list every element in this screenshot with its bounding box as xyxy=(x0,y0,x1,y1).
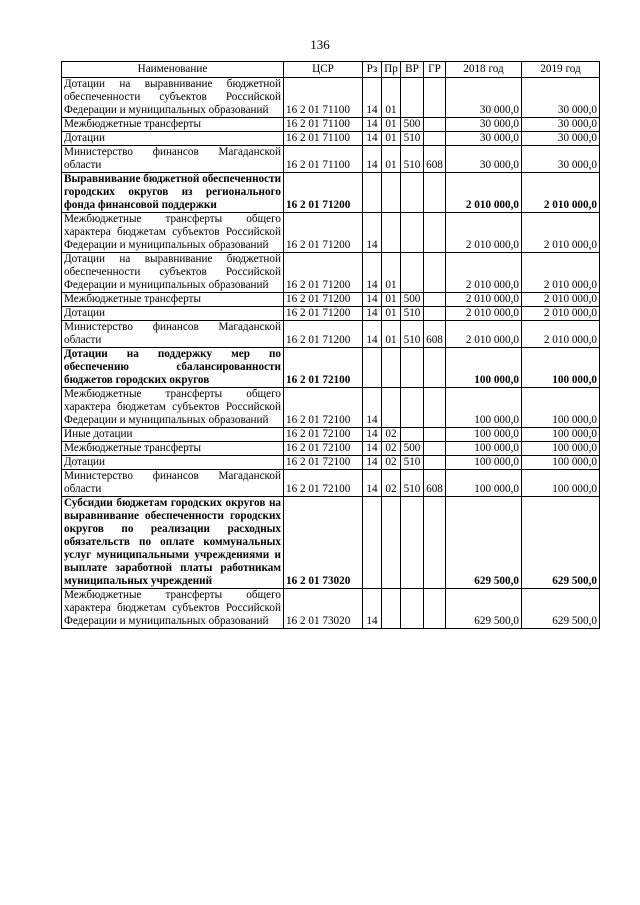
row-gr: 608 xyxy=(424,470,446,497)
header-rz: Рз xyxy=(363,62,382,78)
row-pr: 01 xyxy=(382,132,401,146)
row-rz: 14 xyxy=(363,456,382,470)
row-vr: 510 xyxy=(401,456,424,470)
row-gr xyxy=(424,213,446,253)
row-amount-2018: 2 010 000,0 xyxy=(446,321,522,348)
row-csr: 16 2 01 73020 xyxy=(284,497,363,589)
row-amount-2019: 100 000,0 xyxy=(522,456,600,470)
row-gr xyxy=(424,442,446,456)
budget-table xyxy=(61,61,600,629)
row-vr: 500 xyxy=(401,293,424,307)
row-name: Министерство финансов Магаданской области xyxy=(62,146,284,173)
row-pr: 01 xyxy=(382,78,401,118)
row-vr: 510 xyxy=(401,321,424,348)
row-rz: 14 xyxy=(363,253,382,293)
row-gr xyxy=(424,78,446,118)
row-vr xyxy=(401,213,424,253)
table-row xyxy=(62,321,600,348)
row-gr: 608 xyxy=(424,146,446,173)
row-amount-2018: 2 010 000,0 xyxy=(446,307,522,321)
row-csr: 16 2 01 71100 xyxy=(284,132,363,146)
row-gr xyxy=(424,118,446,132)
header-csr: ЦСР xyxy=(284,62,363,78)
page-number: 136 xyxy=(310,37,330,52)
row-pr: 01 xyxy=(382,253,401,293)
row-name: Министерство финансов Магаданской области xyxy=(62,470,284,497)
table-row xyxy=(62,78,600,118)
row-gr xyxy=(424,497,446,589)
row-name: Межбюджетные трансферты xyxy=(62,293,284,307)
row-csr: 16 2 01 72100 xyxy=(284,442,363,456)
row-rz xyxy=(363,348,382,388)
table-row xyxy=(62,589,600,629)
row-vr xyxy=(401,348,424,388)
row-pr: 01 xyxy=(382,307,401,321)
row-pr: 02 xyxy=(382,442,401,456)
row-amount-2019: 30 000,0 xyxy=(522,146,600,173)
row-rz: 14 xyxy=(363,470,382,497)
row-csr: 16 2 01 72100 xyxy=(284,456,363,470)
table-row xyxy=(62,146,600,173)
row-csr: 16 2 01 71100 xyxy=(284,78,363,118)
row-name: Дотации на выравнивание бюджетной обеспеченности субъектов Российской Федерации и муниципальных образований xyxy=(62,78,284,118)
header-pr: Пр xyxy=(382,62,401,78)
row-rz: 14 xyxy=(363,321,382,348)
row-amount-2018: 2 010 000,0 xyxy=(446,213,522,253)
row-amount-2019: 30 000,0 xyxy=(522,132,600,146)
row-pr xyxy=(382,173,401,213)
row-amount-2019: 100 000,0 xyxy=(522,388,600,428)
row-gr xyxy=(424,293,446,307)
header-name: Наименование xyxy=(62,62,284,78)
row-rz: 14 xyxy=(363,78,382,118)
row-gr xyxy=(424,589,446,629)
row-pr: 02 xyxy=(382,470,401,497)
row-vr xyxy=(401,497,424,589)
row-csr: 16 2 01 71200 xyxy=(284,293,363,307)
row-rz: 14 xyxy=(363,442,382,456)
row-gr xyxy=(424,253,446,293)
row-amount-2018: 100 000,0 xyxy=(446,388,522,428)
row-csr: 16 2 01 71200 xyxy=(284,321,363,348)
row-csr: 16 2 01 71100 xyxy=(284,118,363,132)
table-row xyxy=(62,442,600,456)
row-amount-2019: 629 500,0 xyxy=(522,497,600,589)
row-gr xyxy=(424,307,446,321)
row-pr: 01 xyxy=(382,321,401,348)
row-name: Дотации xyxy=(62,307,284,321)
row-vr: 510 xyxy=(401,132,424,146)
row-rz xyxy=(363,173,382,213)
row-amount-2019: 100 000,0 xyxy=(522,470,600,497)
row-amount-2018: 100 000,0 xyxy=(446,442,522,456)
row-csr: 16 2 01 71200 xyxy=(284,253,363,293)
row-pr: 02 xyxy=(382,428,401,442)
row-name: Выравнивание бюджетной обеспеченности городских округов из регионального фонда финансовой поддержки xyxy=(62,173,284,213)
row-amount-2019: 100 000,0 xyxy=(522,428,600,442)
row-csr: 16 2 01 72100 xyxy=(284,470,363,497)
table-row xyxy=(62,213,600,253)
row-name: Межбюджетные трансферты общего характера бюджетам субъектов Российской Федерации и муниципальных образований xyxy=(62,213,284,253)
row-name: Дотации на выравнивание бюджетной обеспеченности субъектов Российской Федерации и муниципальных образований xyxy=(62,253,284,293)
row-pr: 01 xyxy=(382,118,401,132)
row-amount-2019: 100 000,0 xyxy=(522,442,600,456)
row-amount-2019: 30 000,0 xyxy=(522,78,600,118)
table-row xyxy=(62,132,600,146)
row-csr: 16 2 01 71200 xyxy=(284,173,363,213)
row-rz: 14 xyxy=(363,118,382,132)
row-vr: 500 xyxy=(401,118,424,132)
row-gr: 608 xyxy=(424,321,446,348)
row-vr: 510 xyxy=(401,146,424,173)
row-pr xyxy=(382,213,401,253)
row-rz: 14 xyxy=(363,146,382,173)
table-body xyxy=(62,78,600,629)
table-row xyxy=(62,428,600,442)
table-row xyxy=(62,173,600,213)
table-row xyxy=(62,253,600,293)
header-2019: 2019 год xyxy=(522,62,600,78)
row-name: Дотации на поддержку мер по обеспечению сбалансированности бюджетов городских округов xyxy=(62,348,284,388)
row-amount-2018: 30 000,0 xyxy=(446,78,522,118)
row-vr: 510 xyxy=(401,470,424,497)
row-amount-2019: 2 010 000,0 xyxy=(522,213,600,253)
row-csr: 16 2 01 72100 xyxy=(284,388,363,428)
row-rz: 14 xyxy=(363,388,382,428)
row-rz: 14 xyxy=(363,213,382,253)
row-amount-2019: 2 010 000,0 xyxy=(522,293,600,307)
row-vr xyxy=(401,589,424,629)
row-amount-2018: 100 000,0 xyxy=(446,470,522,497)
table-row xyxy=(62,388,600,428)
row-pr xyxy=(382,348,401,388)
row-gr xyxy=(424,456,446,470)
row-name: Межбюджетные трансферты общего характера бюджетам субъектов Российской Федерации и муниципальных образований xyxy=(62,589,284,629)
table-header-row xyxy=(62,62,600,78)
header-2018: 2018 год xyxy=(446,62,522,78)
row-name: Межбюджетные трансферты xyxy=(62,118,284,132)
row-csr: 16 2 01 72100 xyxy=(284,428,363,442)
row-name: Межбюджетные трансферты xyxy=(62,442,284,456)
row-amount-2018: 629 500,0 xyxy=(446,589,522,629)
row-amount-2018: 2 010 000,0 xyxy=(446,173,522,213)
row-csr: 16 2 01 71200 xyxy=(284,213,363,253)
table-row xyxy=(62,307,600,321)
table-row xyxy=(62,456,600,470)
row-amount-2018: 100 000,0 xyxy=(446,428,522,442)
row-name: Дотации xyxy=(62,456,284,470)
row-amount-2018: 30 000,0 xyxy=(446,146,522,173)
row-name: Межбюджетные трансферты общего характера бюджетам субъектов Российской Федерации и муниципальных образований xyxy=(62,388,284,428)
table-row xyxy=(62,497,600,589)
row-amount-2019: 30 000,0 xyxy=(522,118,600,132)
row-gr xyxy=(424,428,446,442)
row-pr xyxy=(382,589,401,629)
row-name: Дотации xyxy=(62,132,284,146)
header-vr: ВР xyxy=(401,62,424,78)
row-amount-2019: 100 000,0 xyxy=(522,348,600,388)
row-rz: 14 xyxy=(363,428,382,442)
row-vr: 500 xyxy=(401,442,424,456)
row-amount-2019: 2 010 000,0 xyxy=(522,321,600,348)
row-csr: 16 2 01 71200 xyxy=(284,307,363,321)
table-row xyxy=(62,348,600,388)
row-name: Субсидии бюджетам городских округов на выравнивание обеспеченности городских округов по реализации расходных обязательств по оплате коммунальных услуг муниципальными учреждениями и выплате заработной платы работникам муниципальных учреждений xyxy=(62,497,284,589)
row-pr: 01 xyxy=(382,293,401,307)
table-row xyxy=(62,293,600,307)
row-rz: 14 xyxy=(363,293,382,307)
row-csr: 16 2 01 71100 xyxy=(284,146,363,173)
row-csr: 16 2 01 72100 xyxy=(284,348,363,388)
row-amount-2018: 2 010 000,0 xyxy=(446,253,522,293)
row-gr xyxy=(424,348,446,388)
row-amount-2019: 629 500,0 xyxy=(522,589,600,629)
row-pr xyxy=(382,388,401,428)
row-csr: 16 2 01 73020 xyxy=(284,589,363,629)
row-amount-2018: 2 010 000,0 xyxy=(446,293,522,307)
row-vr xyxy=(401,253,424,293)
row-rz xyxy=(363,497,382,589)
row-name: Министерство финансов Магаданской области xyxy=(62,321,284,348)
row-vr xyxy=(401,173,424,213)
row-rz: 14 xyxy=(363,589,382,629)
row-amount-2019: 2 010 000,0 xyxy=(522,253,600,293)
table-row xyxy=(62,470,600,497)
row-amount-2018: 629 500,0 xyxy=(446,497,522,589)
row-gr xyxy=(424,388,446,428)
row-pr xyxy=(382,497,401,589)
row-vr: 510 xyxy=(401,307,424,321)
row-pr: 02 xyxy=(382,456,401,470)
row-amount-2019: 2 010 000,0 xyxy=(522,307,600,321)
row-rz: 14 xyxy=(363,132,382,146)
row-vr xyxy=(401,388,424,428)
row-gr xyxy=(424,173,446,213)
row-vr xyxy=(401,428,424,442)
row-amount-2018: 100 000,0 xyxy=(446,348,522,388)
row-rz: 14 xyxy=(363,307,382,321)
header-gr: ГР xyxy=(424,62,446,78)
row-gr xyxy=(424,132,446,146)
row-name: Иные дотации xyxy=(62,428,284,442)
row-vr xyxy=(401,78,424,118)
row-amount-2018: 100 000,0 xyxy=(446,456,522,470)
row-amount-2018: 30 000,0 xyxy=(446,132,522,146)
row-amount-2018: 30 000,0 xyxy=(446,118,522,132)
row-pr: 01 xyxy=(382,146,401,173)
row-amount-2019: 2 010 000,0 xyxy=(522,173,600,213)
table-row xyxy=(62,118,600,132)
